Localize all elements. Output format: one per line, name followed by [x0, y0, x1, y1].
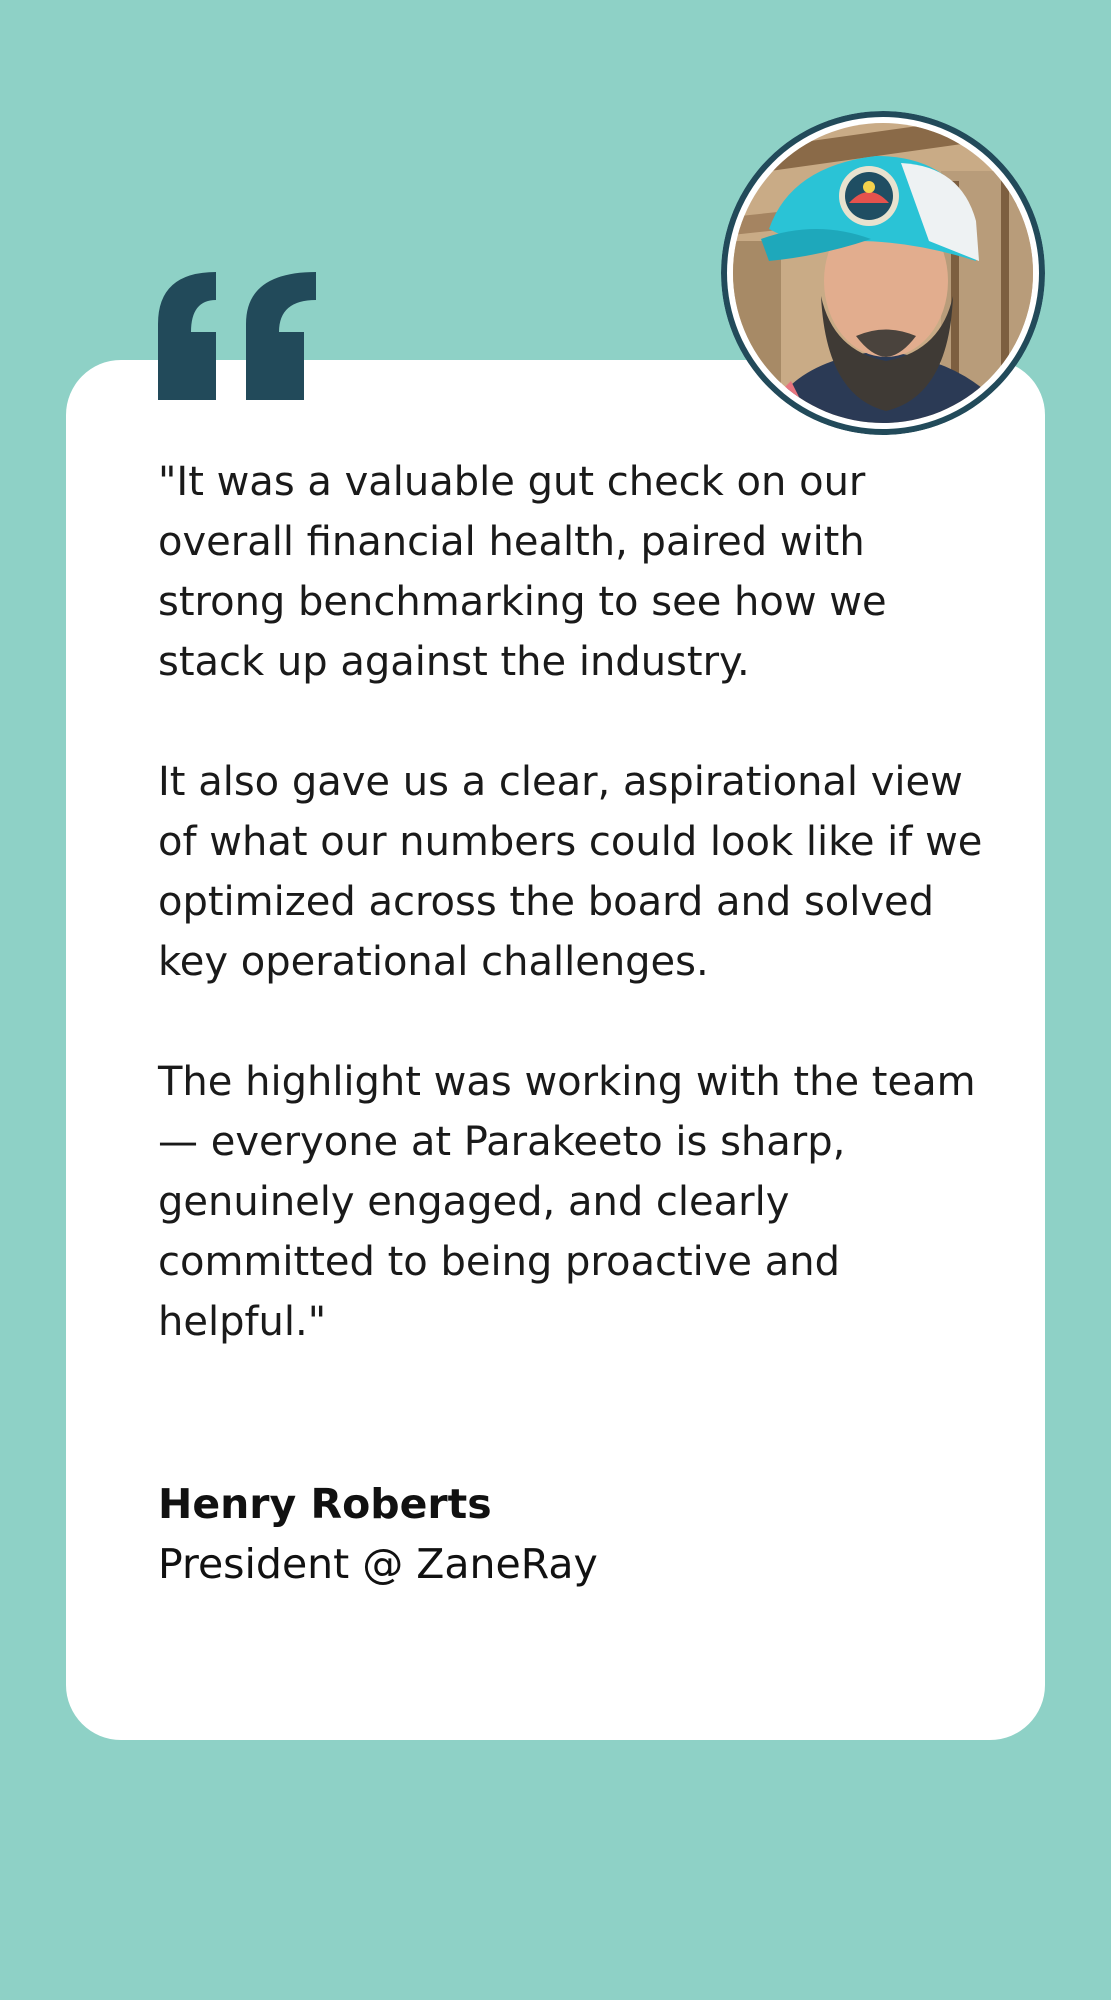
quote-icon — [158, 272, 318, 400]
testimonial-quote — [158, 452, 988, 1352]
author-name: Henry Roberts — [158, 1480, 492, 1528]
author-title: President @ ZaneRay — [158, 1540, 598, 1588]
avatar — [721, 111, 1045, 435]
quote-paragraph: It also gave us a clear, aspirational view of what our numbers could look like if we optimized across the board and solved key operational challenges. — [158, 759, 983, 985]
quote-paragraph: The highlight was working with the team — everyone at Parakeeto is sharp, genuinely engaged, and clearly committed to being proactive and helpful." — [158, 1059, 976, 1345]
author-block — [158, 1474, 988, 1594]
quote-paragraph: "It was a valuable gut check on our overall financial health, paired with strong benchmarking to see how we stack up against the industry. — [158, 459, 887, 685]
